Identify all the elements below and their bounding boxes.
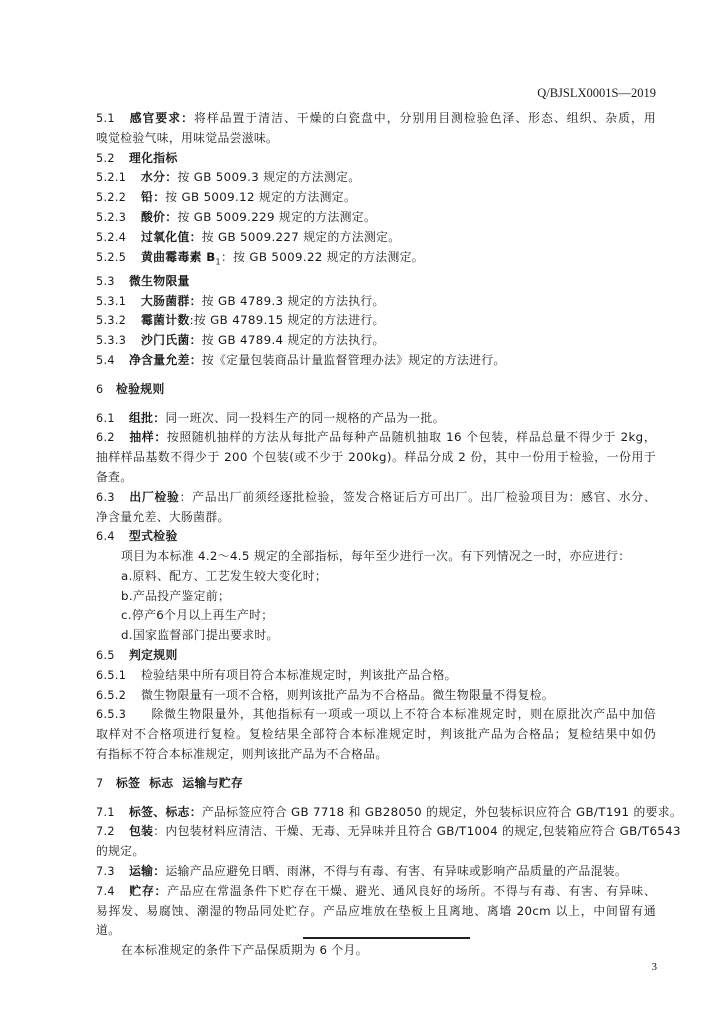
clause-number: 6.5.2: [96, 688, 127, 702]
clause-6-5-3-cont2: 有指标不符合本标准规定，则判该批产品为不合格品。: [96, 747, 388, 762]
clause-text: 按 GB 4789.3 规定的方法执行。: [201, 293, 385, 308]
clause-term: 净含量允差：: [129, 352, 202, 367]
clause-term: 包装: [129, 824, 154, 839]
clause-6-4-item-b: b.产品投产鉴定前；: [121, 588, 231, 603]
clause-6-4-text: 项目为本标准 4.2～4.5 规定的全部指标，每年至少进行一次。有下列情况之一时，亦应进行：: [121, 549, 631, 564]
section-title: 检验规则: [116, 381, 165, 396]
section-title: 标签 标志 运输与贮存: [116, 775, 244, 790]
shelf-life-statement: 在本标准规定的条件下产品保质期为 6 个月。: [121, 943, 368, 958]
clause-number: 7.4: [96, 884, 115, 898]
clause-6-4-item-d: d.国家监督部门提出要求时。: [121, 628, 279, 643]
clause-6-2-cont2: 备查。: [96, 469, 133, 484]
clause-term: 感官要求：: [129, 111, 194, 125]
clause-term: 黄曲霉毒素 B: [141, 249, 216, 264]
clause-5-2-5: [96, 248, 656, 272]
clause-term: 型式检验: [129, 529, 178, 544]
clause-text: ：内包装材料应清洁、干燥、无毒、无异味并且符合 GB/T1004 的规定,包装箱应符合 GB/T6543: [153, 824, 681, 839]
clause-term: 出厂检验: [129, 489, 180, 504]
clause-7-4-cont: 易挥发、易腐蚀、潮湿的物品同处贮存。产品应堆放在垫板上且离地、离墙 20cm 以上，中间留有通: [96, 903, 656, 918]
clause-term: 微生物限量: [129, 273, 190, 288]
clause-5-1: [96, 109, 656, 129]
clause-number: 7.1: [96, 805, 115, 819]
clause-term: 水分：: [141, 170, 178, 185]
clause-term: 酸价：: [141, 209, 178, 224]
clause-number: 5.2.1: [96, 171, 127, 185]
clause-number: 5.3: [96, 274, 115, 288]
clause-text: 按 GB 5009.227 规定的方法测定。: [201, 229, 401, 244]
clause-text: 同一班次、同一投料生产的同一规格的产品为一批。: [165, 410, 445, 425]
clause-6-5: [96, 646, 656, 666]
clause-number: 7.3: [96, 865, 115, 879]
clause-number: 6.1: [96, 411, 115, 425]
clause-7-3: [96, 862, 656, 882]
clause-number: 5.4: [96, 353, 115, 367]
section-number: 7: [96, 776, 104, 790]
clause-text: 检验结果中所有项目符合本标准规定时，判该批产品合格。: [141, 667, 457, 682]
clause-6-5-2: [96, 686, 656, 706]
clause-text: 将样品置于清洁、干燥的白瓷盘中，分别用目测检验色泽、形态、组织、杂质，用: [193, 111, 656, 125]
clause-number: 5.1: [96, 112, 115, 125]
clause-6-5-3-cont: 取样对不合格项进行复检。复检结果全部符合本标准规定时，判该批产品为合格品；复检结果中如仍: [96, 727, 656, 742]
document-body: [96, 109, 683, 961]
clause-6-3-cont: 净含量允差、大肠菌群。: [96, 509, 230, 524]
clause-6-5-3: [96, 705, 656, 725]
clause-5-2-1: [96, 168, 656, 188]
clause-7-2: [96, 822, 681, 842]
clause-6-4: [96, 527, 656, 547]
clause-term: 理化指标: [129, 150, 178, 165]
clause-text: :按 GB 4789.15 规定的方法进行。: [189, 313, 385, 328]
clause-term: 贮存：: [129, 883, 168, 898]
clause-term: 组批：: [129, 410, 166, 425]
clause-7-4: [96, 882, 656, 902]
clause-term: 抽样：: [129, 430, 167, 445]
clause-text: 按 GB 5009.12 规定的方法测定。: [165, 190, 357, 205]
clause-text: 按 GB 5009.229 规定的方法测定。: [177, 209, 377, 224]
standard-code: Q/BJSLX0001S—2019: [537, 86, 656, 100]
clause-5-3-1: [96, 292, 656, 312]
clause-term: 霉菌计数: [141, 313, 190, 328]
section-7-heading: [96, 774, 656, 794]
clause-5-3-2: [96, 311, 656, 331]
section-6-heading: [96, 380, 656, 400]
clause-text: 按照随机抽样的方法从每批产品每种产品随机抽取 16 个包装，样品总量不得少于 2kg，: [166, 430, 656, 445]
clause-number: 5.2.4: [96, 230, 127, 244]
clause-number: 5.3.3: [96, 334, 127, 348]
subscript: 1: [215, 256, 221, 266]
clause-5-2: [96, 149, 656, 169]
clause-term: 大肠菌群：: [141, 293, 202, 308]
clause-text: 除微生物限量外，其他指标有一项或一项以上不符合本标准规定时，则在原批次产品中加倍: [151, 707, 656, 722]
clause-number: 5.2.2: [96, 191, 127, 205]
clause-term: 铅：: [141, 190, 166, 205]
clause-text: ：按 GB 5009.22 规定的方法测定。: [221, 249, 424, 264]
section-number: 6: [96, 382, 104, 396]
clause-term: 判定规则: [129, 648, 178, 663]
clause-number: 5.3.2: [96, 314, 127, 328]
clause-text: 产品应在常温条件下贮存在干燥、避光、通风良好的场所。不得与有毒、有害、有异味、: [167, 883, 656, 898]
clause-6-2-cont: 抽样样品基数不得少于 200 个包装(或不少于 200kg)。样品分成 2 份，其中一份用于检验，一份用于: [96, 450, 656, 465]
clause-number: 6.5: [96, 649, 115, 663]
clause-text: 运输产品应避免日晒、雨淋，不得与有毒、有害、有异味或影响产品质量的产品混装。: [165, 864, 628, 879]
clause-term: 运输：: [129, 864, 166, 879]
clause-term: 沙门氏菌：: [141, 333, 202, 348]
clause-number: 5.2: [96, 151, 115, 165]
clause-number: 5.3.1: [96, 294, 127, 308]
clause-number: 7.2: [96, 825, 115, 839]
clause-number: 5.2.5: [96, 250, 127, 264]
clause-number: 5.2.3: [96, 210, 127, 224]
clause-text: ：产品出厂前须经逐批检验，签发合格证后方可出厂。出厂检验项目为：感官、水分、: [179, 489, 656, 504]
clause-5-2-2: [96, 188, 656, 208]
clause-6-4-item-a: a.原料、配方、工艺发生较大变化时；: [121, 568, 328, 583]
clause-text: 产品标签应符合 GB 7718 和 GB28050 的规定，外包装标识应符合 GB/T191 的要求。: [201, 804, 683, 819]
clause-number: 6.4: [96, 530, 115, 544]
clause-text: 按 GB 4789.4 规定的方法执行。: [201, 333, 385, 348]
clause-5-3-3: [96, 331, 656, 351]
clause-number: 6.2: [96, 431, 115, 445]
page-number: 3: [651, 961, 657, 973]
clause-5-1-cont: 嗅觉检验气味，用味觉品尝滋味。: [96, 130, 279, 145]
clause-term: 标签、标志：: [129, 804, 202, 819]
clause-6-2: [96, 428, 656, 448]
clause-text: 按《定量包装商品计量监督管理办法》规定的方法进行。: [201, 352, 506, 367]
clause-6-5-1: [96, 666, 656, 686]
clause-7-4-cont2: 道。: [96, 923, 121, 938]
clause-text: 微生物限量有一项不合格，则判该批产品为不合格品。微生物限量不得复检。: [141, 687, 554, 702]
clause-number: 6.5.3: [96, 708, 127, 722]
clause-term: 过氧化值：: [141, 229, 202, 244]
clause-number: 6.3: [96, 490, 115, 504]
clause-7-2-cont: 的规定。: [96, 844, 145, 859]
clause-7-1: [96, 803, 683, 823]
clause-5-4: [96, 351, 656, 371]
clause-5-2-4: [96, 228, 656, 248]
clause-text: 按 GB 5009.3 规定的方法测定。: [177, 170, 361, 185]
clause-number: 6.5.1: [96, 668, 127, 682]
clause-5-3: [96, 272, 656, 292]
clause-5-2-3: [96, 208, 656, 228]
clause-6-3: [96, 488, 656, 508]
clause-6-1: [96, 409, 656, 429]
clause-6-4-item-c: c.停产6个月以上再生产时；: [121, 608, 274, 623]
end-divider: [303, 937, 470, 939]
